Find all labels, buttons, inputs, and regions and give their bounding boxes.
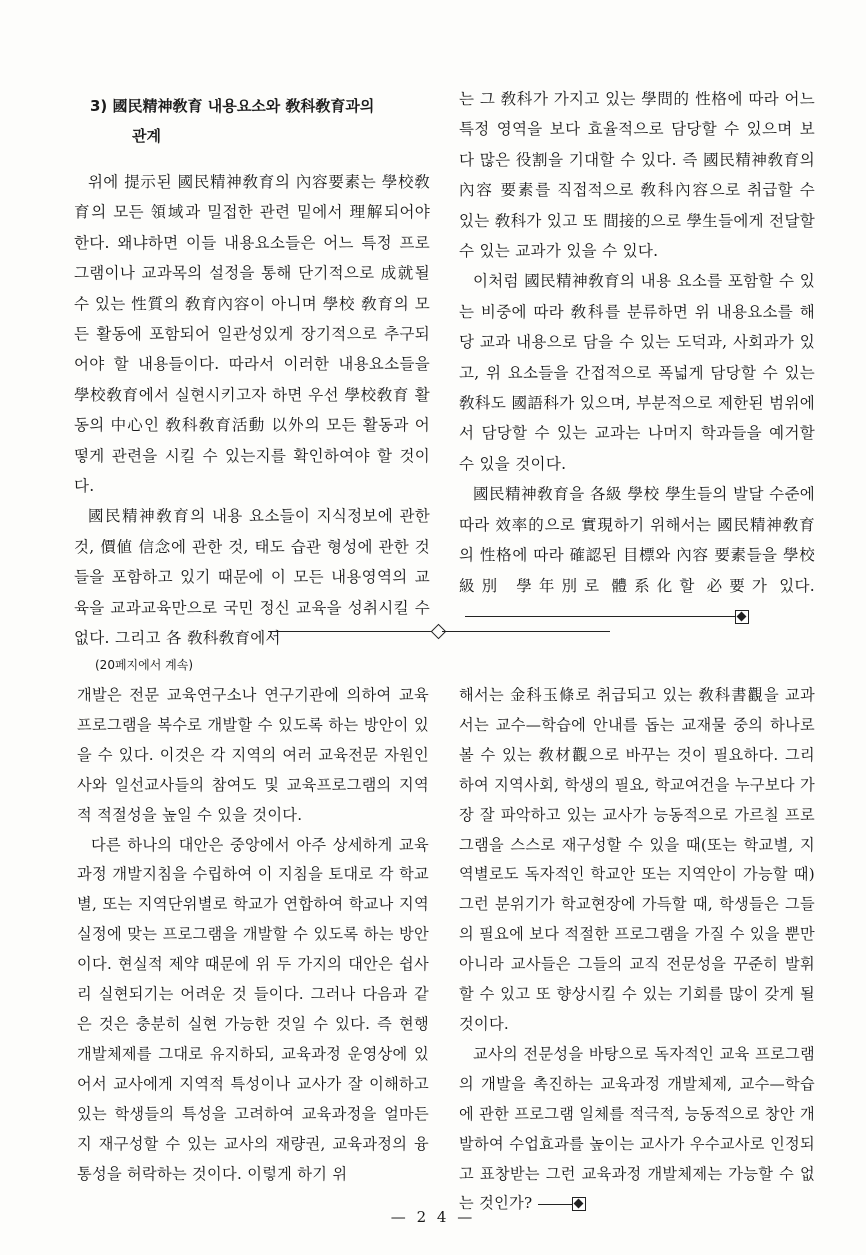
top-right-column <box>459 84 815 631</box>
page-number: — 2 4 — <box>390 1208 476 1226</box>
paragraph: 이처럼 國民精神敎育의 내용 요소를 포함할 수 있는 비중에 따라 敎科를 분류하면 위 내용요소를 해당 교과 내용으로 담을 수 있는 도덕과, 사회과가 있고, 위 요소들을 간접적으로 폭넓게 담당할 수 있는 敎科도 國語科가 있으며, 부분적으로 제한된 범위에서 담당할 수 있는 교과는 나머지 학과들을 예거할 수 있을 것이다. <box>459 272 815 473</box>
paragraph: 는 그 敎科가 가지고 있는 學問的 性格에 따라 어느 특정 영역을 보다 효율적으로 담당할 수 있으며 보다 많은 役割을 기대할 수 있다. 즉 國民精神敎育의 內容 要素를 직접적으로 敎科內容으로 취급할 수 있는 敎科가 있고 또 間接的으로 學生들에게 전달할 수 있는 교과가 있을 수 있다. <box>459 90 815 261</box>
section-heading-line2: 관계 <box>132 127 161 145</box>
bottom-left-column <box>77 681 429 1189</box>
divider-line-left <box>268 631 434 632</box>
paragraph: 해서는 金科玉條로 취급되고 있는 敎科書觀을 교과서는 교수—학습에 안내를 돕는 교재물 중의 하나로 볼 수 있는 敎材觀으로 바꾸는 것이 필요하다. 그리하여 지역사회, 학생의 필요, 학교여건을 누구보다 가장 잘 파악하고 있는 교사가 능동적으로 가르칠 프로그램을 스스로 재구성할 수 있을 때(또는 학교별, 지역별로도 독자적인 학교안 또는 지역안이 가능할 때) 그런 분위기가 학교현장에 가득할 때, 학생들은 그들의 필요에 보다 적절한 프로그램을 가질 수 있을 뿐만 아니라 교사들은 그들의 교직 전문성을 꾸준히 발휘할 수 있고 또 향상시킬 수 있는 기회를 많이 갖게 될 것이다. <box>459 686 815 1033</box>
section-heading <box>90 91 430 151</box>
paragraph: 國民精神敎育의 내용 요소들이 지식정보에 관한 것, 價値 信念에 관한 것, 태도 습관 형성에 관한 것들을 포함하고 있기 때문에 이 모든 내용영역의 교육을 교과교육만으로 국민 정신 교육을 성취시킬 수 없다. 그리고 各 敎科敎育에서 <box>74 507 430 648</box>
top-left-column <box>74 91 430 654</box>
bottom-right-column <box>459 681 815 1219</box>
paragraph: 위에 提示된 國民精神敎育의 內容要素는 學校敎育의 모든 領域과 밀접한 관련 밑에서 理解되어야 한다. 왜냐하면 이들 내용요소들은 어느 특정 프로그램이나 교과목의 설정을 통해 단기적으로 成就될 수 있는 性質의 敎育內容이 아니며 學校 敎育의 모든 활동에 포함되어 일관성있게 장기적으로 추구되어야 할 내용들이다. 따라서 이러한 내용요소들을 學校敎育에서 실현시키고자 하면 우선 學校敎育 활동의 中心인 敎科敎育活動 以外의 모든 활동과 어떻게 관련을 시킬 수 있는지를 확인하여야 할 것이다. <box>74 173 430 496</box>
continued-note: (20페지에서 계속) <box>95 658 193 672</box>
section-divider <box>268 627 610 637</box>
end-diamond-icon <box>735 610 749 624</box>
paragraph: 개발은 전문 교육연구소나 연구기관에 의하여 교육 프로그램을 복수로 개발할 수 있도록 하는 방안이 있을 수 있다. 이것은 각 지역의 여러 교육전문 자원인사와 일선교사들의 참여도 및 교육프로그램의 지역적 적절성을 높일 수 있을 것이다. <box>77 686 429 824</box>
paragraph-text: 교사의 전문성을 바탕으로 독자적인 교육 프로그램의 개발을 촉진하는 교육과정 개발체제, 교수—학습에 관한 프로그램 일체를 적극적, 능동적으로 창안 개발하여 수업효과를 높이는 교사가 우수교사로 인정되고 표창받는 그런 교육과정 개발체제는 가능할 수 없는 것인가? <box>459 1044 815 1213</box>
paragraph <box>459 1040 815 1219</box>
paragraph-text: 國民精神敎育을 各級 學校 學生들의 발달 수준에 따라 效率的으로 實現하기 위해서는 國民精神敎育의 性格에 따라 確認된 目標와 內容 要素들을 學校級別 學年別로 體系化할 必要가 있다. <box>459 485 815 595</box>
section-heading-line1: 3) 國民精神敎育 내용요소와 敎科敎育과의 <box>90 97 375 115</box>
end-rule <box>465 616 735 617</box>
end-rule <box>538 1204 572 1205</box>
paragraph: 다른 하나의 대안은 중앙에서 아주 상세하게 교육과정 개발지침을 수립하여 이 지침을 토대로 각 학교별, 또는 지역단위별로 학교가 연합하여 학교나 지역 실정에 맞는 프로그램을 개발할 수 있도록 하는 방안이다. 현실적 제약 때문에 위 두 가지의 대안은 쉽사리 실현되기는 어려운 것 들이다. 그러나 다음과 같은 것은 충분히 실현 가능한 것일 수 있다. 즉 현행 개발체제를 그대로 유지하되, 교육과정 운영상에 있어서 교사에게 지역적 특성이나 교사가 잘 이해하고 있는 학생들의 특성을 고려하여 교육과정을 얼마든지 재구성할 수 있는 교사의 재량권, 교육과정의 융통성을 허락하는 것이다. 이렇게 하기 위 <box>77 835 429 1183</box>
paragraph <box>459 479 815 631</box>
divider-line-right <box>442 631 610 632</box>
